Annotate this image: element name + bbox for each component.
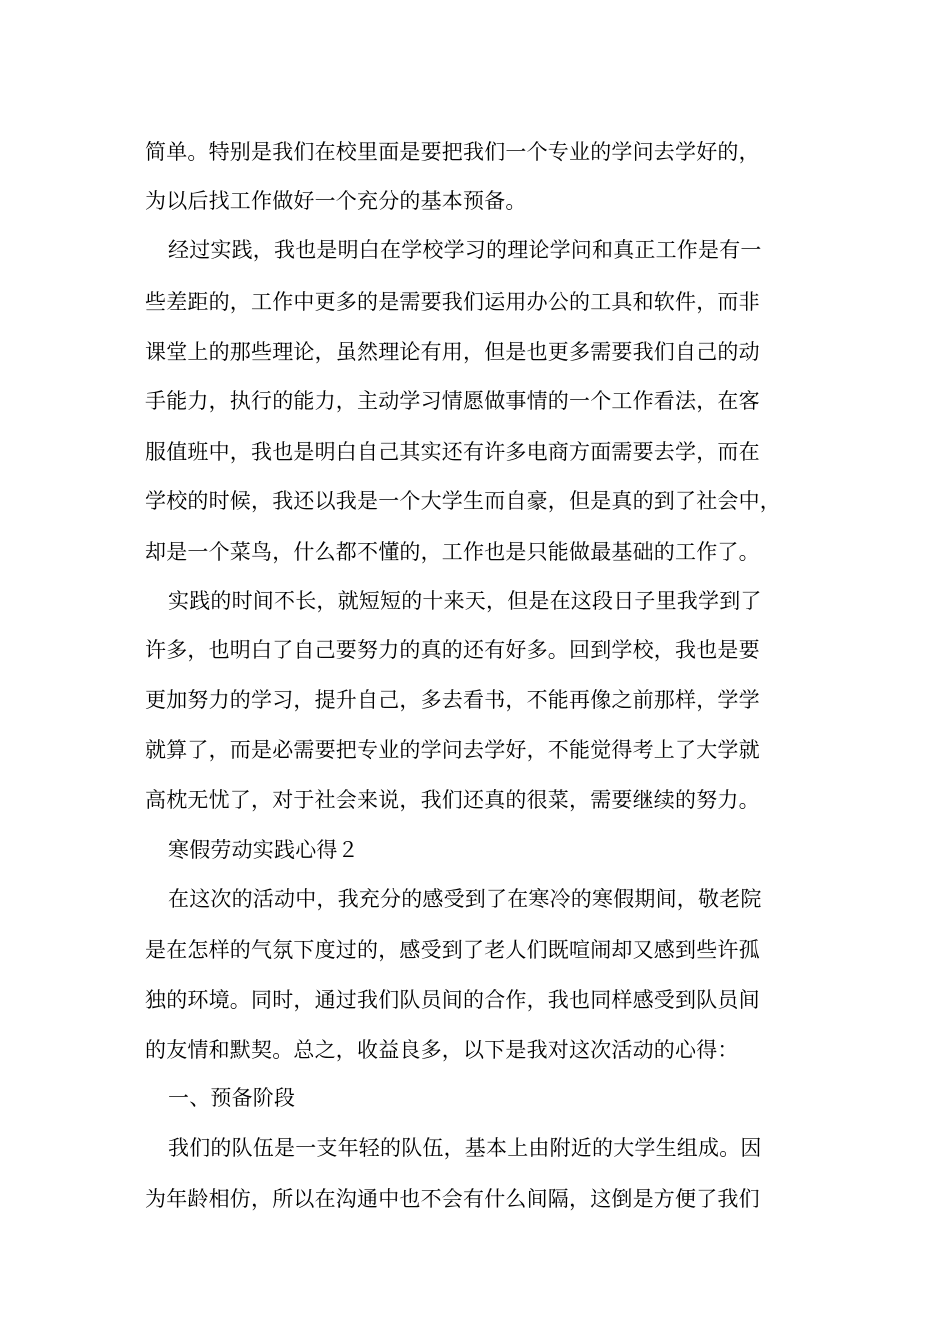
text-line: 许多，也明白了自己要努力的真的还有好多。回到学校，我也是要	[145, 638, 760, 662]
text-line: 简单。特别是我们在校里面是要把我们一个专业的学问去学好的，	[145, 140, 760, 164]
text-line: 高枕无忧了，对于社会来说，我们还真的很菜，需要继续的努力。	[145, 788, 760, 812]
section-heading: 寒假劳动实践心得２	[168, 838, 359, 862]
text-line: 为以后找工作做好一个充分的基本预备。	[145, 189, 527, 213]
text-line: 是在怎样的气氛下度过的，感受到了老人们既喧闹却又感到些许孤	[145, 938, 760, 962]
subsection-heading: 一、预备阶段	[168, 1086, 296, 1110]
text-line: 我们的队伍是一支年轻的队伍，基本上由附近的大学生组成。因	[168, 1136, 762, 1160]
text-line: 的友情和默契。总之，收益良多，以下是我对这次活动的心得：	[145, 1038, 739, 1062]
text-line: 课堂上的那些理论，虽然理论有用，但是也更多需要我们自己的动	[145, 340, 760, 364]
text-line: 服值班中，我也是明白自己其实还有许多电商方面需要去学，而在	[145, 440, 760, 464]
text-line: 独的环境。同时，通过我们队员间的合作，我也同样感受到队员间	[145, 988, 760, 1012]
text-line: 就算了，而是必需要把专业的学问去学好，不能觉得考上了大学就	[145, 738, 760, 762]
text-line: 经过实践，我也是明白在学校学习的理论学问和真正工作是有一	[168, 238, 762, 262]
text-line: 在这次的活动中，我充分的感受到了在寒冷的寒假期间，敬老院	[168, 887, 762, 911]
text-line: 更加努力的学习，提升自己，多去看书，不能再像之前那样，学学	[145, 688, 760, 712]
text-line: 手能力，执行的能力，主动学习情愿做事情的一个工作看法，在客	[145, 389, 760, 413]
text-line: 些差距的，工作中更多的是需要我们运用办公的工具和软件，而非	[145, 290, 760, 314]
text-line: 却是一个菜鸟，什么都不懂的，工作也是只能做最基础的工作了。	[145, 540, 760, 564]
text-line: 学校的时候，我还以我是一个大学生而自豪，但是真的到了社会中，	[145, 489, 781, 513]
text-line: 为年龄相仿，所以在沟通中也不会有什么间隔，这倒是方便了我们	[145, 1187, 760, 1211]
text-line: 实践的时间不长，就短短的十来天，但是在这段日子里我学到了	[168, 589, 762, 613]
